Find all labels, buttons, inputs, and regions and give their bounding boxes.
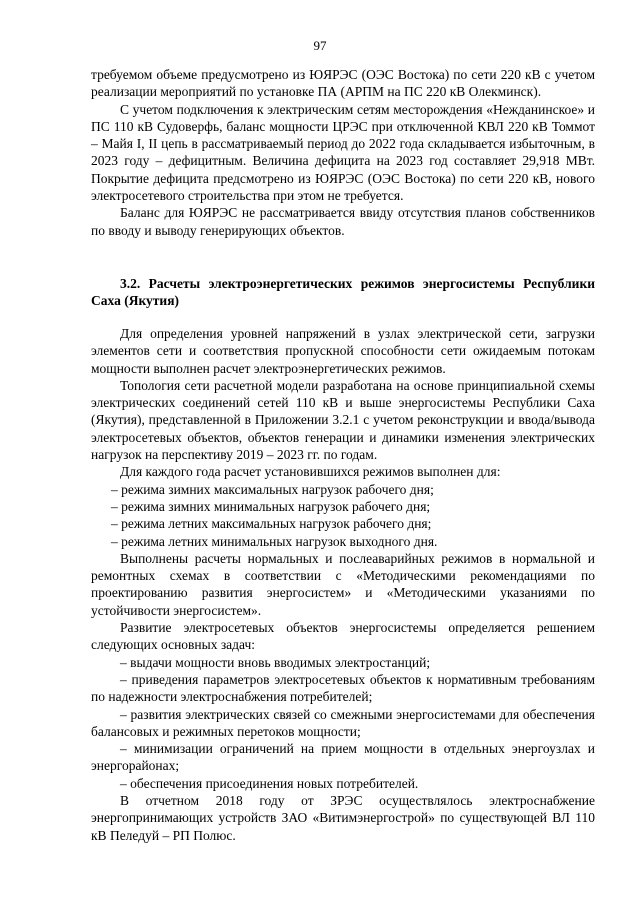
paragraph-deficit-coverage: требуемом объеме предусмотрено из ЮЯРЭС (ОЭС Востока) по сети 220 кВ с учетом реализации мероприятий по установке ПА (АРПМ на ПС 220 кВ Олекминск). xyxy=(91,67,595,100)
list-item-mode: – режима летних минимальных нагрузок выходного дня. xyxy=(111,533,438,549)
section-heading-3-2 xyxy=(91,275,595,310)
list-item-task: – выдачи мощности вновь вводимых электростанций; xyxy=(120,654,431,670)
section-title: 3.2. Расчеты электроэнергетических режимов энергосистемы Республики Саха (Якутия) xyxy=(91,276,595,309)
balance-section xyxy=(91,66,595,239)
list-item-task: – обеспечения присоединения новых потребителей. xyxy=(120,775,419,791)
list-item-mode: – режима зимних минимальных нагрузок рабочего дня; xyxy=(111,498,431,514)
paragraph-modes-intro: Для каждого года расчет установившихся режимов выполнен для: xyxy=(120,464,501,480)
paragraph-zres-supply: В отчетном 2018 году от ЗРЭС осуществлялось электроснабжение энергопринимающих устройств ЗАО «Витимэнергострой» по существующей ВЛ 110 кВ Пеледуй – РП Полюс. xyxy=(91,793,595,843)
paragraph-tasks-intro: Развитие электросетевых объектов энергосистемы определяется решением следующих основных задач: xyxy=(91,620,595,653)
list-item-task: – минимизации ограничений на прием мощности в отдельных энергоузлах и энергорайонах; xyxy=(91,741,595,774)
paragraph-purpose: Для определения уровней напряжений в узлах электрической сети, загрузки элементов сети и соответствия пропускной способности сети ожидаемым потокам мощности выполнен расчет электроэнергетических режимов. xyxy=(91,326,595,376)
paragraph-yuyares-balance: Баланс для ЮЯРЭС не рассматривается ввиду отсутствия планов собственников по вводу и выводу генерирующих объектов. xyxy=(91,205,595,238)
modes-section xyxy=(91,325,595,844)
list-item-task: – развития электрических связей со смежными энергосистемами для обеспечения балансовых и режимных перетоков мощности; xyxy=(91,706,595,739)
list-item-task: – приведения параметров электросетевых объектов к нормативным требованиям по надежности электроснабжения потребителей; xyxy=(91,671,595,705)
paragraph-topology: Топология сети расчетной модели разработана на основе принципиальной схемы электрических соединений сетей 110 кВ и выше энергосистемы Республики Саха (Якутия), представленной в Приложении 3.2.1 с учетом реконструкции и ввода/вывода электросетевых объектов, объектов генерации и динамики изменения электрических нагрузок на перспективу 2019 – 2023 гг. по годам. xyxy=(91,377,595,463)
paragraph-crес-balance: С учетом подключения к электрическим сетям месторождения «Нежданинское» и ПС 110 кВ Судоверфь, баланс мощности ЦРЭС при отключенной КВЛ 220 кВ Томмот – Майя I, II цепь в рассматриваемый период до 2022 года складывается избыточным, в 2023 году – дефицитным. Величина дефицита на 2023 год составляет 29,918 МВт. Покрытие дефицита предсмотрено из ЮЯРЭС (ОЭС Востока) по сети 220 кВ, нового электросетевого строительства при этом не требуется. xyxy=(91,101,595,204)
list-item-mode: – режима зимних максимальных нагрузок рабочего дня; xyxy=(111,481,434,497)
page-number: 97 xyxy=(313,38,327,53)
list-item-mode: – режима летних максимальных нагрузок рабочего дня; xyxy=(111,516,432,532)
paragraph-calculations: Выполнены расчеты нормальных и послеаварийных режимов в нормальной и ремонтных схемах в соответствии с «Методическими рекомендациями по проектированию развития энергосистем» и «Методическими указаниями по устойчивости энергосистем». xyxy=(91,550,595,618)
